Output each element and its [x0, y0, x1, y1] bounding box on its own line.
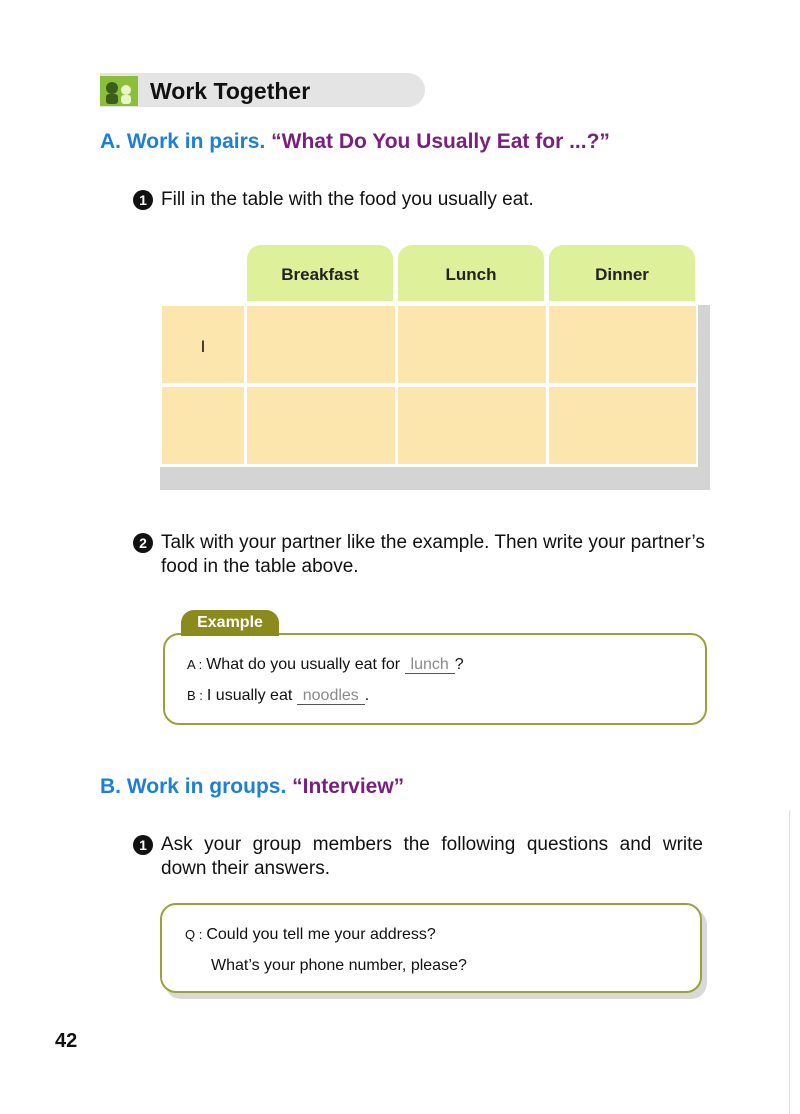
example-line-a [187, 655, 464, 675]
table-cell[interactable] [398, 387, 546, 464]
example-tab-label: Example [181, 610, 279, 636]
question-text: What’s your phone number, please? [211, 957, 467, 974]
table-cell[interactable] [549, 306, 696, 383]
page-title: Work Together [150, 78, 311, 104]
example-answer: noodles [297, 687, 365, 705]
instruction-text: food in the table above. [161, 556, 359, 577]
example-text: I usually eat [206, 687, 293, 704]
table-cell[interactable] [247, 306, 395, 383]
table-cell[interactable] [398, 306, 546, 383]
example-text: What do you usually eat for [206, 656, 401, 673]
instruction-text: Talk with your partner like the example. Then write your partner’s [161, 532, 705, 553]
column-header-lunch: Lunch [398, 245, 544, 301]
column-header-breakfast: Breakfast [247, 245, 393, 301]
question-line [185, 925, 436, 945]
row-label: I [200, 337, 206, 356]
example-text: ? [454, 656, 464, 673]
column-header-dinner: Dinner [549, 245, 695, 301]
speaker-label: A : [187, 657, 203, 672]
example-box [163, 633, 707, 725]
table-row-label-cell [162, 387, 244, 464]
section-b-title [100, 774, 404, 800]
example-text: . [364, 687, 370, 704]
instruction-text: Fill in the table with the food you usually eat. [161, 189, 534, 210]
example-answer: lunch [405, 656, 455, 674]
table-cell[interactable] [549, 387, 696, 464]
section-a-label: A. Work in pairs. [100, 130, 266, 153]
section-a-subtitle: “What Do You Usually Eat for ...?” [271, 130, 610, 153]
example-line-b [187, 686, 369, 706]
group-talk-icon [100, 76, 138, 106]
page-number: 42 [55, 1030, 78, 1052]
question-box [160, 903, 702, 993]
question-label: Q : [185, 927, 203, 942]
section-a-title [100, 129, 610, 155]
instruction-text: down their answers. [161, 858, 330, 879]
step-number-badge: 2 [133, 533, 153, 553]
question-text: Could you tell me your address? [206, 926, 436, 943]
margin-divider [789, 810, 790, 1114]
speaker-label: B : [187, 688, 203, 703]
table-cell[interactable] [247, 387, 395, 464]
section-b-label: B. Work in groups. [100, 775, 287, 798]
step-number-badge: 1 [133, 835, 153, 855]
section-b-subtitle: “Interview” [292, 775, 405, 798]
step-number-badge: 1 [133, 190, 153, 210]
instruction-text: Ask your group members the following questions and write [161, 834, 703, 855]
